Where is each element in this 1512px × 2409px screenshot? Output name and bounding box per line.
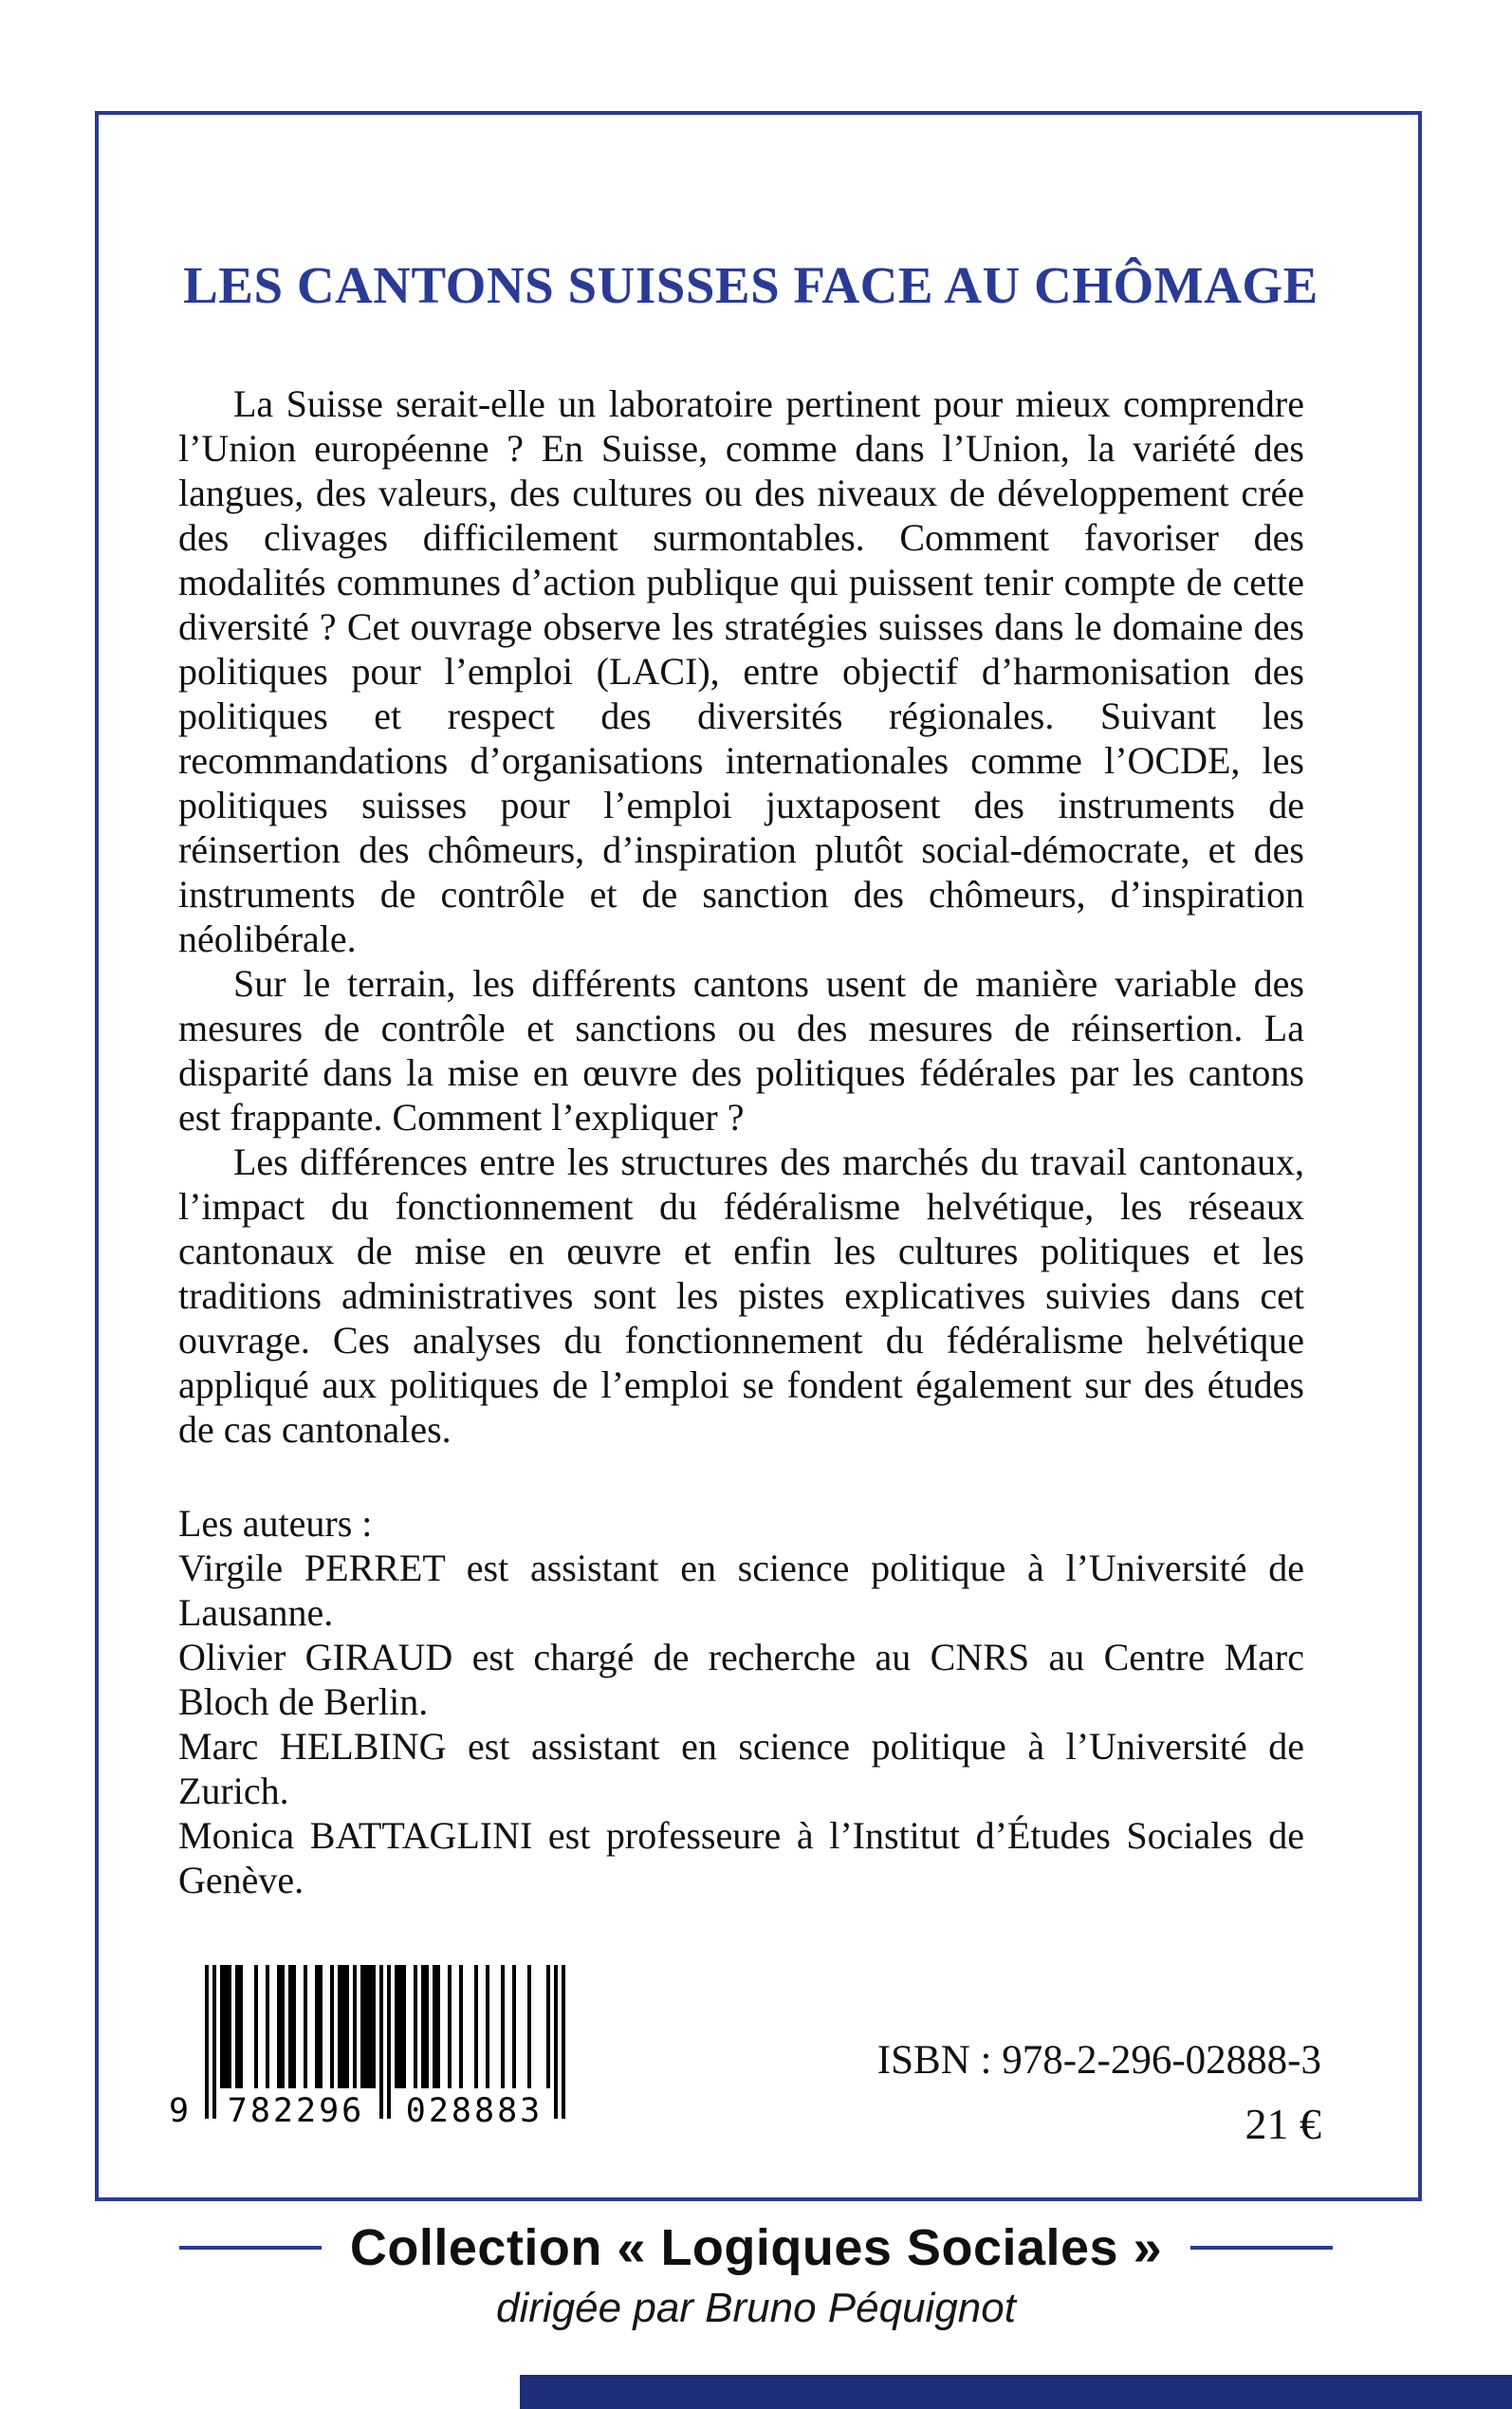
barcode-digit-group-1: 782296	[227, 2092, 365, 2130]
synopsis-paragraph-1: La Suisse serait-elle un laboratoire pertinent pour mieux comprendre l’Union européenne ? En Suisse, comme dans l’Union, la variété des langues, des valeurs, des cultures ou des niveaux de développement crée des clivages difficilement surmontables. Comment favoriser des modalités communes d’action publique qui puissent tenir compte de cette diversité ? Cet ouvrage observe les stratégies suisses dans le domaine des politiques pour l’emploi (LACI), entre objectif d’harmonisation des politiques et respect des diversités régionales. Suivant les recommandations d’organisations internationales comme l’OCDE, les politiques suisses pour l’emploi juxtaposent des instruments de réinsertion des chômeurs, d’inspiration plutôt social-démocrate, et des instruments de contrôle et de sanction des chômeurs, d’inspiration néolibérale.	[178, 382, 1304, 960]
collection-footer	[0, 2218, 1512, 2332]
bottom-navy-bar	[520, 2375, 1512, 2409]
barcode-first-digit: 9	[169, 2092, 190, 2130]
barcode-digit-group-2: 028883	[405, 2092, 544, 2130]
left-rule	[179, 2246, 322, 2250]
collection-title: Collection « Logiques Sociales »	[349, 2219, 1163, 2276]
right-rule	[1190, 2246, 1333, 2250]
isbn-price-block	[877, 2037, 1321, 2149]
synopsis-paragraph-3: Les différences entre les structures des marchés du travail cantonaux, l’impact du fonctionnement du fédéralisme helvétique, les réseaux cantonaux de mise en œuvre et enfin les cultures politiques et les traditions administratives sont les pistes explicatives suivies dans cet ouvrage. Ces analyses du fonctionnement du fédéralisme helvétique appliqué aux politiques de l’emploi se fondent également sur des études de cas cantonales.	[178, 1140, 1304, 1451]
authors-heading: Les auteurs :	[178, 1502, 373, 1545]
synopsis	[178, 381, 1304, 1452]
book-title: LES CANTONS SUISSES FACE AU CHÔMAGE	[183, 256, 1318, 314]
authors-section	[178, 1501, 1304, 1902]
ean13-barcode	[169, 1965, 565, 2130]
collection-title-row	[0, 2218, 1512, 2277]
synopsis-paragraph-2: Sur le terrain, les différents cantons usent de manière variable des mesures de contrôle et sanctions ou des mesures de réinsertion. La disparité dans la mise en œuvre des politiques fédérales par les cantons est frappante. Comment l’expliquer ?	[178, 962, 1304, 1139]
author-entry-2: Olivier GIRAUD est chargé de recherche au CNRS au Centre Marc Bloch de Berlin.	[178, 1636, 1304, 1723]
author-entry-1: Virgile PERRET est assistant en science politique à l’Université de Lausanne.	[178, 1547, 1304, 1634]
collection-director: dirigée par Bruno Péquignot	[496, 2285, 1016, 2331]
cover-border-frame	[95, 111, 1422, 2201]
price-text: 21 €	[1245, 2100, 1321, 2148]
author-entry-3: Marc HELBING est assistant en science politique à l’Université de Zurich.	[178, 1725, 1304, 1812]
author-entry-4: Monica BATTAGLINI est professeure à l’Institut d’Études Sociales de Genève.	[178, 1814, 1304, 1901]
isbn-text: ISBN : 978-2-296-02888-3	[876, 2038, 1321, 2083]
